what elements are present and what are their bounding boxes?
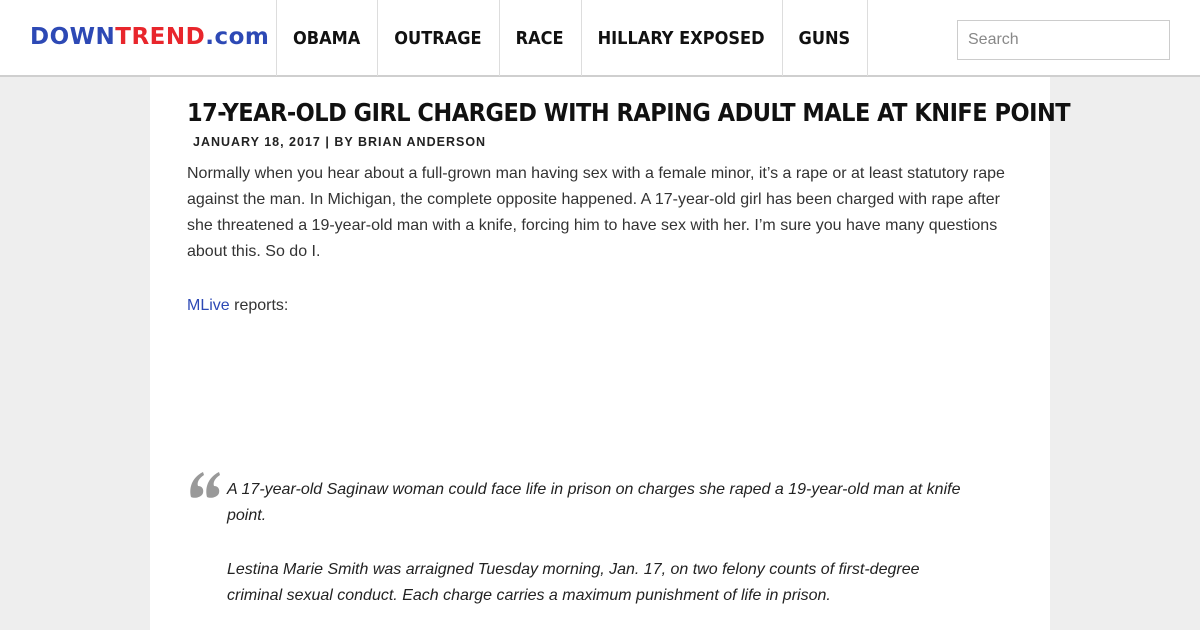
logo-part-trend: TREND	[115, 24, 206, 50]
nav-item-guns[interactable]: GUNS	[783, 0, 869, 76]
article-intro-paragraph: Normally when you hear about a full-grown man having sex with a female minor, it’s a rape or at least statutory rape against the man. In Michigan, the complete opposite happened. A 17-year-old girl has been charged with rape after she threatened a 19-year-old man with a knife, forcing him to have sex with her. I’m sure you have many questions about this. So do I.	[187, 165, 1005, 260]
search-input[interactable]	[957, 20, 1170, 60]
nav-item-race[interactable]: RACE	[500, 0, 582, 76]
main-nav	[276, 0, 868, 76]
article-title: 17-YEAR-OLD GIRL CHARGED WITH RAPING ADULT MALE AT KNIFE POINT	[187, 98, 1071, 127]
article-byline: | BY BRIAN ANDERSON	[325, 135, 487, 149]
logo-part-down: DOWN	[30, 24, 116, 50]
nav-item-hillary-exposed[interactable]: HILLARY EXPOSED	[582, 0, 783, 76]
nav-item-outrage[interactable]: OUTRAGE	[378, 0, 499, 76]
quote-mark-icon	[188, 469, 222, 499]
blockquote-paragraph-2: Lestina Marie Smith was arraigned Tuesday morning, Jan. 17, on two felony counts of first-degree criminal sexual conduct. Each charge carries a maximum punishment of life in prison.	[227, 561, 920, 604]
article-source-paragraph	[187, 293, 1017, 319]
article-meta	[193, 135, 486, 149]
site-header	[0, 0, 1200, 77]
source-suffix: reports:	[229, 297, 289, 314]
article-container	[150, 77, 1071, 630]
site-logo[interactable]	[30, 22, 269, 52]
nav-item-obama[interactable]: OBAMA	[277, 0, 378, 76]
mlive-link[interactable]: MLive	[187, 297, 230, 314]
blockquote-paragraph-1: A 17-year-old Saginaw woman could face life in prison on charges she raped a 19-year-old man at knife point.	[227, 481, 961, 524]
logo-part-dotcom: .com	[205, 24, 270, 50]
article-date: JANUARY 18, 2017	[193, 135, 321, 149]
